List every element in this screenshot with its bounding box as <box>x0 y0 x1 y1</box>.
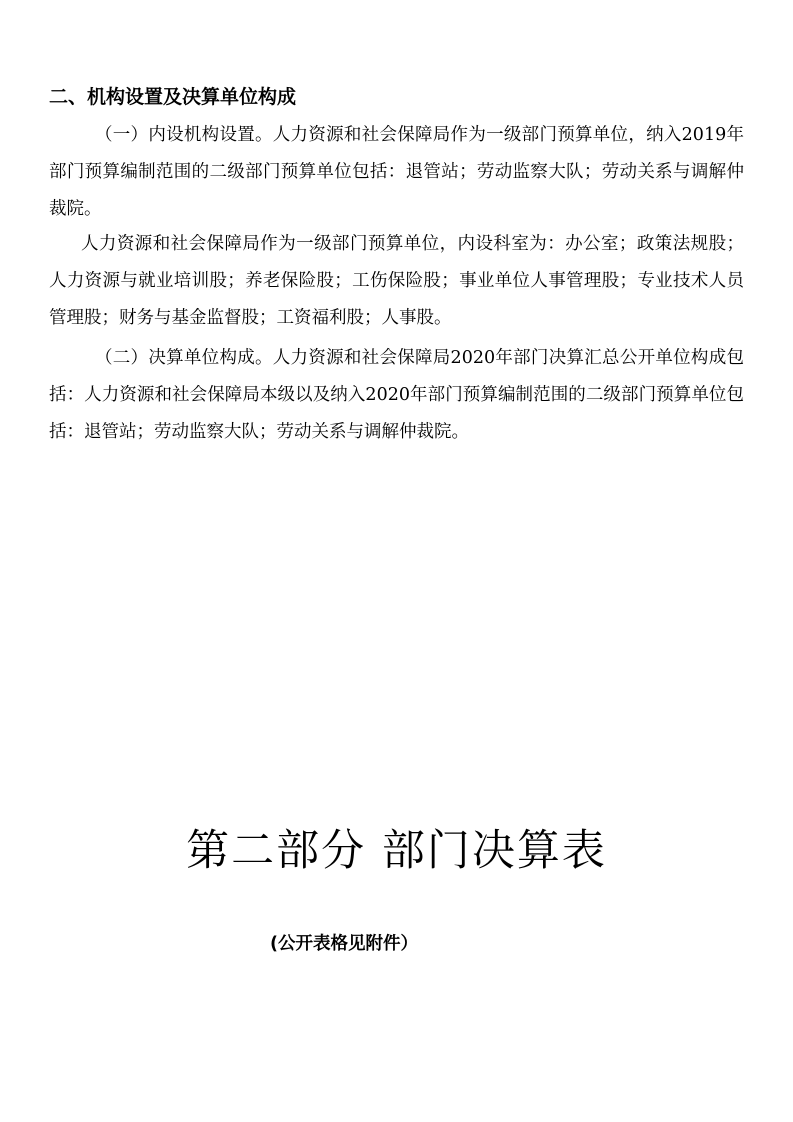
paragraph-final-accounts-units: （二）决算单位构成。人力资源和社会保障局2020年部门决算汇总公开单位构成包括：人力资源和社会保障局本级以及纳入2020年部门预算编制范围的二级部门预算单位包括：退管站；劳动监察大队；劳动关系与调解仲裁院。 <box>49 348 744 442</box>
section-heading: 二、机构设置及决算单位构成 <box>49 86 297 108</box>
paragraph-departments: 人力资源和社会保障局作为一级部门预算单位，内设科室为：办公室；政策法规股；人力资源与就业培训股；养老保险股；工伤保险股；事业单位人事管理股；专业技术人员管理股；财务与基金监督股；工资福利股；人事股。 <box>49 234 744 328</box>
part-two-title: 第二部分 部门决算表 <box>186 826 607 876</box>
part-two-note: (公开表格见附件） <box>270 934 418 954</box>
paragraph-internal-setup: （一）内设机构设置。人力资源和社会保障局作为一级部门预算单位，纳入2019年部门预算编制范围的二级部门预算单位包括：退管站；劳动监察大队；劳动关系与调解仲裁院。 <box>49 125 744 219</box>
